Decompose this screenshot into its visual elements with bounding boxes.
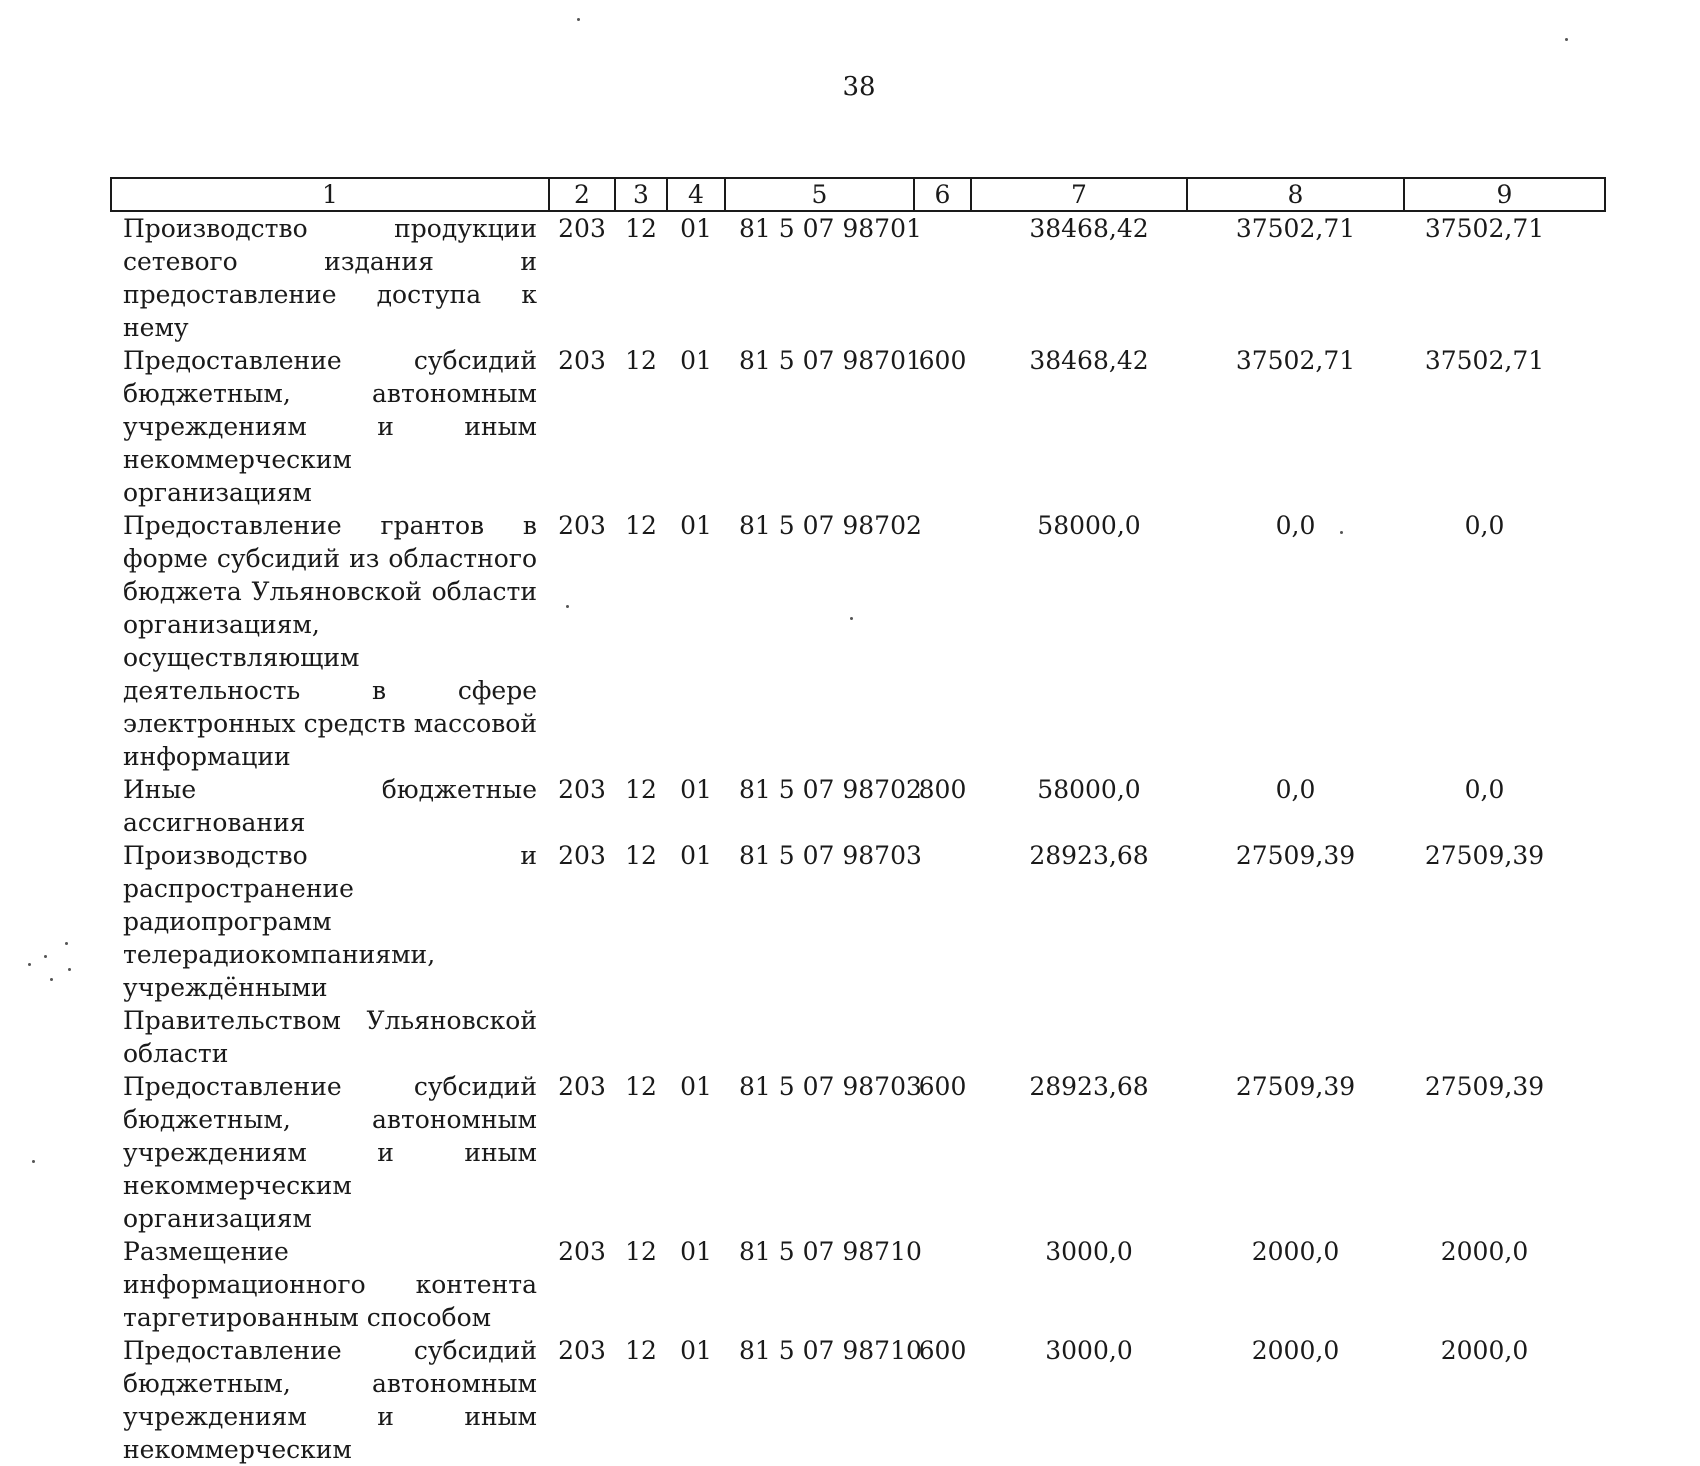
cell-section: 12 — [625, 841, 657, 870]
cell-subsection: 01 — [680, 1336, 712, 1365]
row-name: Размещение информационного контента таргетированным способом — [123, 1237, 537, 1332]
cell-amount-8: 27509,39 — [1235, 841, 1356, 870]
cell-section: 12 — [625, 775, 657, 804]
cell-target-article: 81 5 07 98703 — [739, 841, 922, 870]
cell-amount-7: 28923,68 — [1029, 841, 1149, 870]
table-row — [111, 211, 1605, 344]
cell-code: 203 — [558, 841, 606, 870]
cell-amount-9: 2000,0 — [1440, 1237, 1529, 1266]
cell-section: 12 — [625, 346, 657, 375]
cell-target-article: 81 5 07 98701 — [739, 346, 922, 375]
table-row — [111, 1235, 1605, 1334]
cell-code: 203 — [558, 1072, 606, 1101]
cell-target-article: 81 5 07 98701 — [739, 214, 922, 243]
cell-target-article: 81 5 07 98710 — [739, 1336, 922, 1365]
cell-amount-7: 3000,0 — [1045, 1336, 1133, 1365]
column-header: 9 — [1404, 178, 1605, 211]
cell-amount-7: 58000,0 — [1037, 511, 1141, 540]
cell-amount-7: 28923,68 — [1029, 1072, 1149, 1101]
cell-section: 12 — [625, 1237, 657, 1266]
cell-code: 203 — [558, 1237, 606, 1266]
cell-amount-9: 0,0 — [1464, 511, 1505, 540]
cell-target-article: 81 5 07 98703 — [739, 1072, 922, 1101]
cell-amount-8: 2000,0 — [1251, 1336, 1340, 1365]
cell-amount-9: 2000,0 — [1440, 1336, 1529, 1365]
cell-expense-type — [914, 839, 971, 1070]
table-row — [111, 839, 1605, 1070]
cell-target-article: 81 5 07 98702 — [739, 775, 922, 804]
cell-amount-7: 3000,0 — [1045, 1237, 1133, 1266]
cell-expense-type — [914, 211, 971, 344]
column-header: 7 — [971, 178, 1187, 211]
cell-subsection: 01 — [680, 841, 712, 870]
cell-section: 12 — [625, 1336, 657, 1365]
row-name: Предоставление субсидий бюджетным, автономным учреждениям и иным некоммерческим организациям — [123, 1072, 537, 1233]
cell-amount-8: 0,0 — [1275, 775, 1316, 804]
cell-subsection: 01 — [680, 1072, 712, 1101]
cell-amount-9: 27509,39 — [1424, 841, 1545, 870]
cell-code: 203 — [558, 511, 606, 540]
cell-amount-8: 0,0 — [1275, 511, 1316, 540]
page-number: 38 — [842, 72, 876, 102]
column-header: 6 — [914, 178, 971, 211]
cell-expense-type: 600 — [918, 1072, 967, 1101]
column-header: 3 — [615, 178, 667, 211]
cell-amount-7: 38468,42 — [1029, 214, 1149, 243]
cell-section: 12 — [625, 511, 657, 540]
column-header: 2 — [549, 178, 615, 211]
budget-table — [110, 177, 1606, 1466]
cell-amount-8: 37502,71 — [1235, 214, 1356, 243]
cell-code: 203 — [558, 214, 606, 243]
cell-subsection: 01 — [680, 511, 712, 540]
cell-target-article: 81 5 07 98702 — [739, 511, 922, 540]
cell-amount-8: 27509,39 — [1235, 1072, 1356, 1101]
cell-expense-type — [914, 1235, 971, 1334]
cell-section: 12 — [625, 1072, 657, 1101]
cell-amount-9: 37502,71 — [1424, 214, 1545, 243]
cell-subsection: 01 — [680, 346, 712, 375]
cell-expense-type: 600 — [918, 1336, 967, 1365]
cell-subsection: 01 — [680, 775, 712, 804]
table-row — [111, 1334, 1605, 1466]
column-header: 1 — [111, 178, 549, 211]
table-row — [111, 1070, 1605, 1235]
cell-amount-7: 58000,0 — [1037, 775, 1141, 804]
cell-amount-8: 37502,71 — [1235, 346, 1356, 375]
cell-amount-9: 0,0 — [1464, 775, 1505, 804]
cell-code: 203 — [558, 775, 606, 804]
row-name: Производство и распространение радиопрограмм телерадиокомпаниями, учреждёнными Правительством Ульяновской области — [123, 841, 537, 1068]
row-name: Производство продукции сетевого издания и предоставление доступа к нему — [123, 214, 537, 342]
row-name: Предоставление грантов в форме субсидий из областного бюджета Ульяновской области организациям, осуществляющим деятельность в сфере электронных средств массовой информации — [123, 511, 537, 771]
cell-subsection: 01 — [680, 1237, 712, 1266]
row-name: Иные бюджетные ассигнования — [123, 775, 537, 837]
cell-subsection: 01 — [680, 214, 712, 243]
table-header-row — [111, 178, 1605, 211]
column-header: 4 — [667, 178, 725, 211]
row-name: Предоставление субсидий бюджетным, автономным учреждениям и иным некоммерческим — [123, 1336, 537, 1464]
cell-code: 203 — [558, 1336, 606, 1365]
column-header: 5 — [725, 178, 914, 211]
table-row — [111, 509, 1605, 773]
cell-amount-8: 2000,0 — [1251, 1237, 1340, 1266]
cell-amount-9: 37502,71 — [1424, 346, 1545, 375]
cell-target-article: 81 5 07 98710 — [739, 1237, 922, 1266]
row-name: Предоставление субсидий бюджетным, автономным учреждениям и иным некоммерческим организациям — [123, 346, 537, 507]
table-row — [111, 344, 1605, 509]
cell-section: 12 — [625, 214, 657, 243]
cell-amount-7: 38468,42 — [1029, 346, 1149, 375]
cell-amount-9: 27509,39 — [1424, 1072, 1545, 1101]
cell-expense-type: 800 — [918, 775, 967, 804]
table-row — [111, 773, 1605, 839]
cell-expense-type — [914, 509, 971, 773]
column-header: 8 — [1187, 178, 1404, 211]
cell-code: 203 — [558, 346, 606, 375]
cell-expense-type: 600 — [918, 346, 967, 375]
